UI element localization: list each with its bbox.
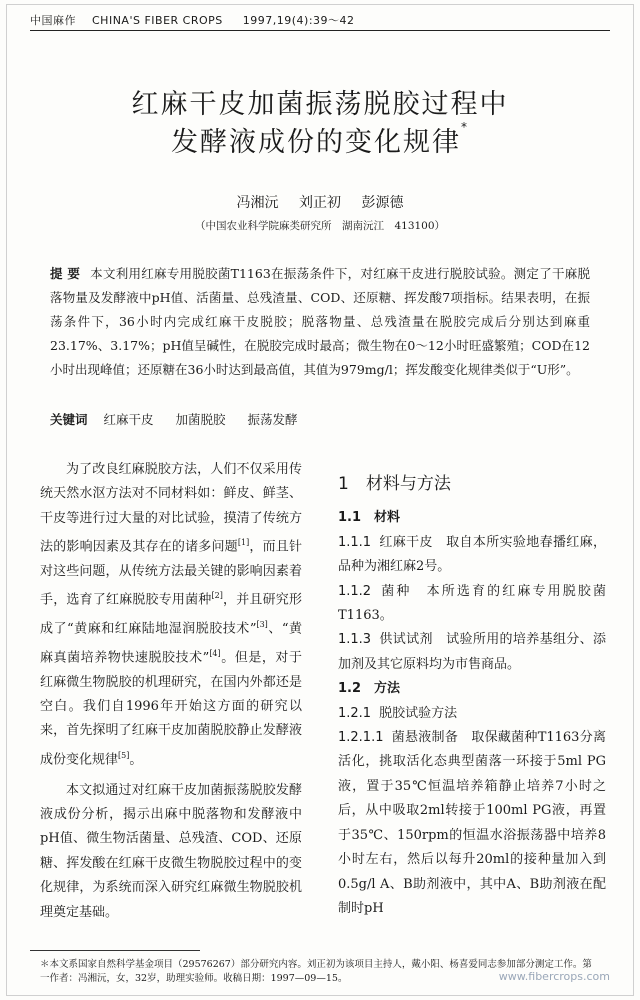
intro-text: 、“黄麻真菌培养物快速脱胶技术” (40, 621, 302, 666)
keyword: 振荡发酵 (247, 412, 298, 427)
reference-link[interactable]: [5] (118, 750, 130, 760)
intro-text: 。但是，对于红麻微生物脱胶的机理研究，在国内外都还是空白。我们自1996年开始这方面的研究以来，首先探明了红麻干皮加菌脱胶静止发酵液成份变化规律 (40, 650, 302, 768)
item-number: 1.2.1.1 (338, 730, 384, 746)
subsection-item (338, 628, 606, 677)
journal-header (30, 12, 610, 28)
subsection-item (338, 726, 606, 921)
header-rule (30, 30, 610, 31)
footnote-rule (30, 950, 200, 951)
intro-text: 为了改良红麻脱胶方法，人们不仅采用传统天然水沤方法对不同材料如：鲜皮、鲜茎、干皮等进行过大量的对比试验，摸清了传统方法的影响因素及其存在的诸多问题 (40, 462, 302, 555)
intro-paragraph-1 (40, 458, 302, 773)
keywords-label: 关键词 (50, 412, 88, 427)
abstract (50, 262, 590, 382)
item-number: 1.1.1 (338, 534, 372, 550)
subsection-heading: 1.1 材料 (338, 510, 401, 526)
item-number: 1.1.3 (338, 632, 372, 648)
subsection-item (338, 531, 606, 580)
journal-name-cn: 中国麻作 (30, 14, 76, 27)
journal-name-en: CHINA'S FIBER CROPS (92, 14, 223, 27)
title-line-2 (0, 120, 640, 159)
abstract-label: 提 要 (50, 266, 81, 281)
subsection-item (338, 580, 606, 629)
left-column (40, 458, 302, 925)
keywords (50, 410, 590, 428)
item-number: 1.2.1 (338, 705, 372, 721)
title-footnote-marker: * (461, 120, 469, 134)
title-line-2-text: 发酵液成份的变化规律 (171, 127, 461, 158)
keyword: 加菌脱胶 (175, 412, 226, 427)
reference-link[interactable]: [1] (237, 538, 250, 548)
reference-link[interactable]: [4] (209, 648, 221, 658)
item-text: 菌悬液制备 取保藏菌种T1163分离活化，挑取活化态典型菌落一环接于5ml PG液，置于35℃恒温培养箱静止培养7小时之后，从中吸取2ml转接于100ml PG液，再置于35℃、150rpm的恒温水浴振荡器中培养8小时左右，然后以每升20ml的接种量加入到0.5g/l A、B助剂液中，其中A、B助剂液在配制时pH (338, 730, 606, 916)
right-column (338, 458, 606, 921)
intro-text: ，并且研究形成了“黄麻和红麻陆地湿润脱胶技术” (40, 592, 302, 637)
item-text: 脱胶试验方法 (379, 705, 458, 721)
subsection-item (338, 702, 606, 726)
subsection-heading: 1.2 方法 (338, 681, 401, 697)
intro-text: ，而且针对这些问题，从传统方法最关键的影响因素着手，选育了红麻脱胶专用菌种 (40, 539, 302, 608)
affiliation: （中国农业科学院麻类研究所 湖南沅江 413100） (194, 220, 446, 232)
keyword: 红麻干皮 (103, 412, 154, 427)
watermark: www.fibercrops.com (498, 970, 610, 983)
intro-text: 。 (129, 752, 143, 768)
item-text: 红麻干皮 取自本所实验地春播红麻，品种为湘红麻2号。 (338, 534, 606, 575)
item-number: 1.1.2 (338, 583, 372, 599)
title-line-1: 红麻干皮加菌振荡脱胶过程中 (131, 89, 509, 120)
abstract-text: 本文利用红麻专用脱胶菌T1163在振荡条件下，对红麻干皮进行脱胶试验。测定了干麻脱落物量及发酵液中pH值、活菌量、总残渣量、COD、还原糖、挥发酸7项指标。结果表明，在振荡条件下，36小时内完成红麻干皮脱胶；脱落物量、总残渣量在脱胶完成后分别达到麻重23.17%、3.17%；pH值呈碱性，在脱胶完成时最高；微生物在0～12小时旺盛繁殖；COD在12小时出现峰值；还原糖在36小时达到最高值，其值为979mg/l；挥发酸变化规律类似于“U形”。 (50, 266, 591, 377)
intro-paragraph-2: 本文拟通过对红麻干皮加菌振荡脱胶发酵液成份分析，揭示出麻中脱落物和发酵液中pH值、微生物活菌量、总残渣、COD、还原糖、挥发酸在红麻干皮微生物脱胶过程中的变化规律，为系统而深入研究红麻微生物脱胶机理奠定基础。 (40, 782, 302, 920)
reference-link[interactable]: [2] (211, 591, 223, 601)
citation: 1997,19(4):39～42 (242, 14, 355, 27)
section-heading: 1 材料与方法 (338, 474, 451, 494)
authors: 冯湘沅 刘正初 彭源德 (236, 195, 404, 211)
footnote: ＊本文系国家自然科学基金项目（29576267）部分研究内容。刘正初为该项目主持人，戴小阳、杨喜爱同志参加部分测定工作。第一作者：冯湘沅，女，32岁，助理实验师。收稿日期：1997—09—15。 (40, 959, 592, 984)
item-text: 菌种 本所选育的红麻专用脱胶菌T1163。 (338, 583, 606, 624)
item-text: 供试试剂 试验所用的培养基组分、添加剂及其它原料均为市售商品。 (338, 632, 606, 672)
reference-link[interactable]: [3] (256, 620, 268, 630)
